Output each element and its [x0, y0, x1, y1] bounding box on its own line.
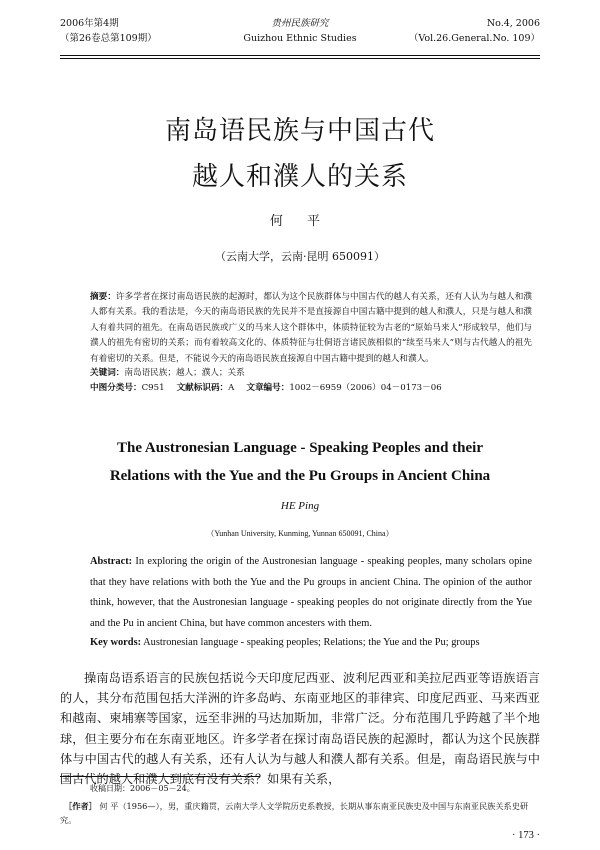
abstract-cn-text: 许多学者在探讨南岛语民族的起源时，都认为这个民族群体与中国古代的越人有关系，还有人认为与越人和濮人都有关系。我的看法是，今天的南岛语民族的先民并不是直接源自中国古籍中提到的越人和濮人，只是与越人和濮人有着共同的祖先。在南岛语民族或广义的马来人这个群体中，体质特征较为古老的“原始马来人”形成较早，他们与濮人的祖先有密切的关系；而有着较高文化的、体质特征与壮侗语言诸民族相似的“续至马来人”则与古代越人的祖先有着密切的关系。但是，不能说今天的南岛语民族直接源自中国古籍中提到的越人和濮人。	[90, 292, 532, 364]
journal-name-cn: 贵州民族研究	[271, 18, 329, 29]
page-number: · 173 ·	[512, 830, 540, 841]
footnote-author-text: 何 平（1956—），男，重庆籍贯，云南大学人文学院历史系教授，长期从事东南亚民族史及中国与东南亚民族关系史研究。	[60, 801, 529, 825]
footnote-received-date: 收稿日期：2006－05－24。	[90, 784, 195, 793]
running-header	[60, 16, 540, 54]
header-volume-cn: （第26卷总第109期）	[60, 33, 157, 44]
clc-value: C951	[141, 383, 165, 393]
doc-code-value: A	[228, 383, 235, 393]
footnote-author-bio	[60, 799, 540, 827]
article-title-cn	[0, 108, 600, 200]
author-name-cn: 何 平	[269, 214, 331, 229]
journal-name-en: Guizhou Ethnic Studies	[243, 33, 357, 44]
header-volume-en: （Vol.26.General.No. 109）	[408, 33, 540, 44]
abstract-cn	[90, 290, 532, 367]
abstract-en-text: In exploring the origin of the Austronesian language - speaking peoples, many scholars opine that they have relations with both the Yue and the Pu groups in ancient China. The opinion of the author think, however, that the Austronesian language - speaking peoples do not originate directly from the Yue and the Pu in ancient China, but have common ancesters with them.	[90, 556, 532, 629]
header-issue-info-en	[409, 16, 540, 46]
article-title-en	[0, 434, 600, 490]
body-paragraph: 操南岛语系语言的民族包括说今天印度尼西亚、波利尼西亚和美拉尼西亚等语族语言的人，其分布范围包括大洋洲的许多岛屿、东南亚地区的菲律宾、印度尼西亚、马来西亚和越南、柬埔寨等国家，远至非洲的马达加斯加，非常广泛。分布范围几乎跨越了半个地球，但主要分布在东南亚地区。许多学者在探讨南岛语民族的起源时，都认为这个民族群体与中国古代的越人有关系，还有人认为与越人和濮人都有关系。但是，南岛语民族与中国古代的越人和濮人到底有没有关系？如果有关系，	[60, 671, 540, 787]
footnote-rule	[60, 776, 260, 777]
classification-line	[90, 381, 532, 396]
title-cn-line1: 南岛语民族与中国古代	[164, 116, 435, 146]
title-cn-line2: 越人和濮人的关系	[191, 162, 408, 192]
title-en-line1: The Austronesian Language - Speaking Peoples and their	[116, 440, 484, 456]
keywords-cn	[90, 366, 532, 381]
clc-label: 中图分类号：	[90, 383, 142, 393]
keywords-en	[90, 635, 532, 651]
doc-code-label: 文献标识码：	[176, 383, 229, 393]
author-name-en: HE Ping	[280, 500, 320, 512]
title-en-line2: Relations with the Yue and the Pu Groups in Ancient China	[109, 468, 491, 484]
affiliation-cn: （云南大学，云南·昆明 650091）	[215, 250, 385, 263]
keywords-cn-label: 关键词：	[90, 368, 125, 378]
footnote-author-label: ［作者］	[64, 801, 97, 811]
keywords-en-text: Austronesian language - speaking peoples; Relations; the Yue and the Pu; groups	[143, 637, 480, 648]
article-number-value: 1002－6959（2006）04－0173－06	[289, 383, 442, 393]
affiliation-en: （Yunhan University, Kunming, Yunnan 650091, China）	[206, 529, 394, 538]
abstract-cn-label: 摘要：	[90, 292, 117, 302]
keywords-en-label: Key words:	[90, 637, 142, 648]
header-issue-en: No.4, 2006	[486, 18, 540, 29]
header-rule	[60, 55, 540, 59]
abstract-en	[90, 552, 532, 634]
abstract-en-label: Abstract:	[90, 556, 133, 567]
header-issue-cn: 2006年第4期	[60, 18, 119, 29]
article-number-label: 文章编号：	[246, 383, 290, 393]
keywords-cn-text: 南岛语民族；越人；濮人；关系	[124, 368, 245, 378]
